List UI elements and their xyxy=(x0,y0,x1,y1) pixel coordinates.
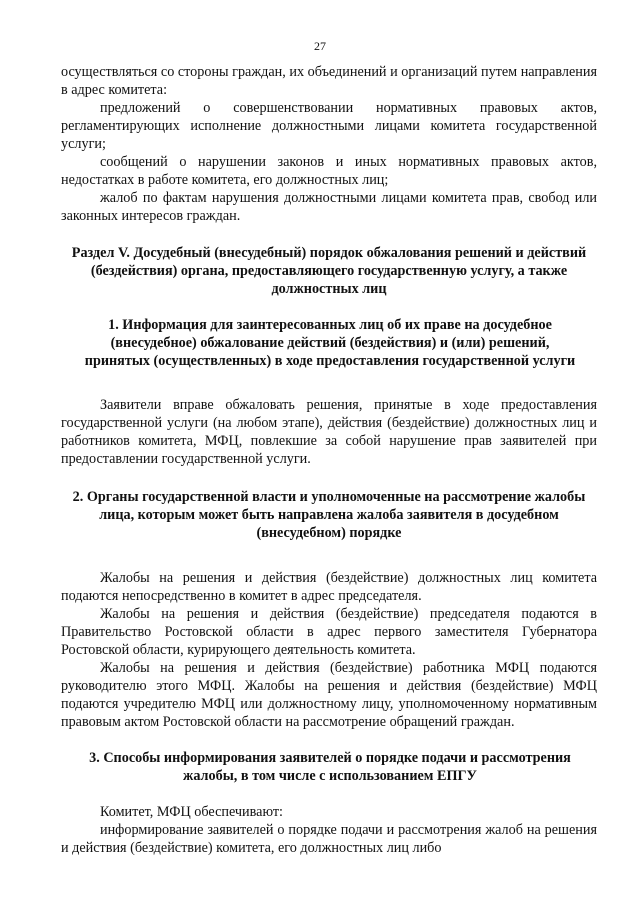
subsection-2-paragraph: Жалобы на решения и действия (бездействие) должностных лиц комитета подаются непосредственно в комитет в адрес председателя. xyxy=(61,570,597,604)
subsection-2-paragraph: Жалобы на решения и действия (бездействие) работника МФЦ подаются руководителю этого МФЦ. Жалобы на решения и действия (бездействие) МФЦ подаются учредителю МФЦ или должностному лицу, уполномоченному нормативным правовым актом Ростовской области на рассмотрение обращений граждан. xyxy=(61,660,597,730)
subsection-3-paragraph: Комитет, МФЦ обеспечивают: xyxy=(100,804,284,820)
intro-paragraph: жалоб по фактам нарушения должностными лицами комитета прав, свобод или законных интересов граждан. xyxy=(61,190,597,224)
page-content xyxy=(61,63,597,857)
subsection-2-heading: 2. Органы государственной власти и уполномоченные на рассмотрение жалобы лица, которым может быть направлена жалоба заявителя в досудебном (внесудебном) порядке xyxy=(72,489,586,541)
subsection-3-heading: 3. Способы информирования заявителей о порядке подачи и рассмотрения жалобы, в том числе с использованием ЕПГУ xyxy=(89,750,571,784)
intro-paragraph: сообщений о нарушении законов и иных нормативных правовых актов, недостатках в работе комитета, его должностных лиц; xyxy=(61,154,597,188)
subsection-1-heading: 1. Информация для заинтересованных лиц об их праве на досудебное (внесудебное) обжалование действий (бездействия) и (или) решений, принятых (осуществленных) в ходе предоставления государственной услуги xyxy=(84,317,576,369)
intro-paragraph: предложений о совершенствовании нормативных правовых актов, регламентирующих исполнение должностными лицами комитета государственной услуги; xyxy=(61,100,597,152)
page-number: 27 xyxy=(314,39,326,53)
subsection-3-paragraph: информирование заявителей о порядке подачи и рассмотрения жалоб на решения и действия (бездействие) комитета, его должностных лиц либо xyxy=(61,822,597,856)
section-heading: Раздел V. Досудебный (внесудебный) порядок обжалования решений и действий (бездействия) органа, предоставляющего государственную услугу, а также должностных лиц xyxy=(71,245,587,297)
intro-paragraph: осуществляться со стороны граждан, их объединений и организаций путем направления в адрес комитета: xyxy=(61,64,597,98)
subsection-1-paragraph: Заявители вправе обжаловать решения, принятые в ходе предоставления государственной услуги (на любом этапе), действия (бездействие) должностных лиц и работников комитета, МФЦ, повлекшие за собой нарушение прав заявителей при предоставлении государственной услуги. xyxy=(61,397,597,467)
subsection-2-paragraph: Жалобы на решения и действия (бездействие) председателя подаются в Правительство Ростовской области в адрес первого заместителя Губернатора Ростовской области, курирующего деятельность комитета. xyxy=(61,606,597,658)
